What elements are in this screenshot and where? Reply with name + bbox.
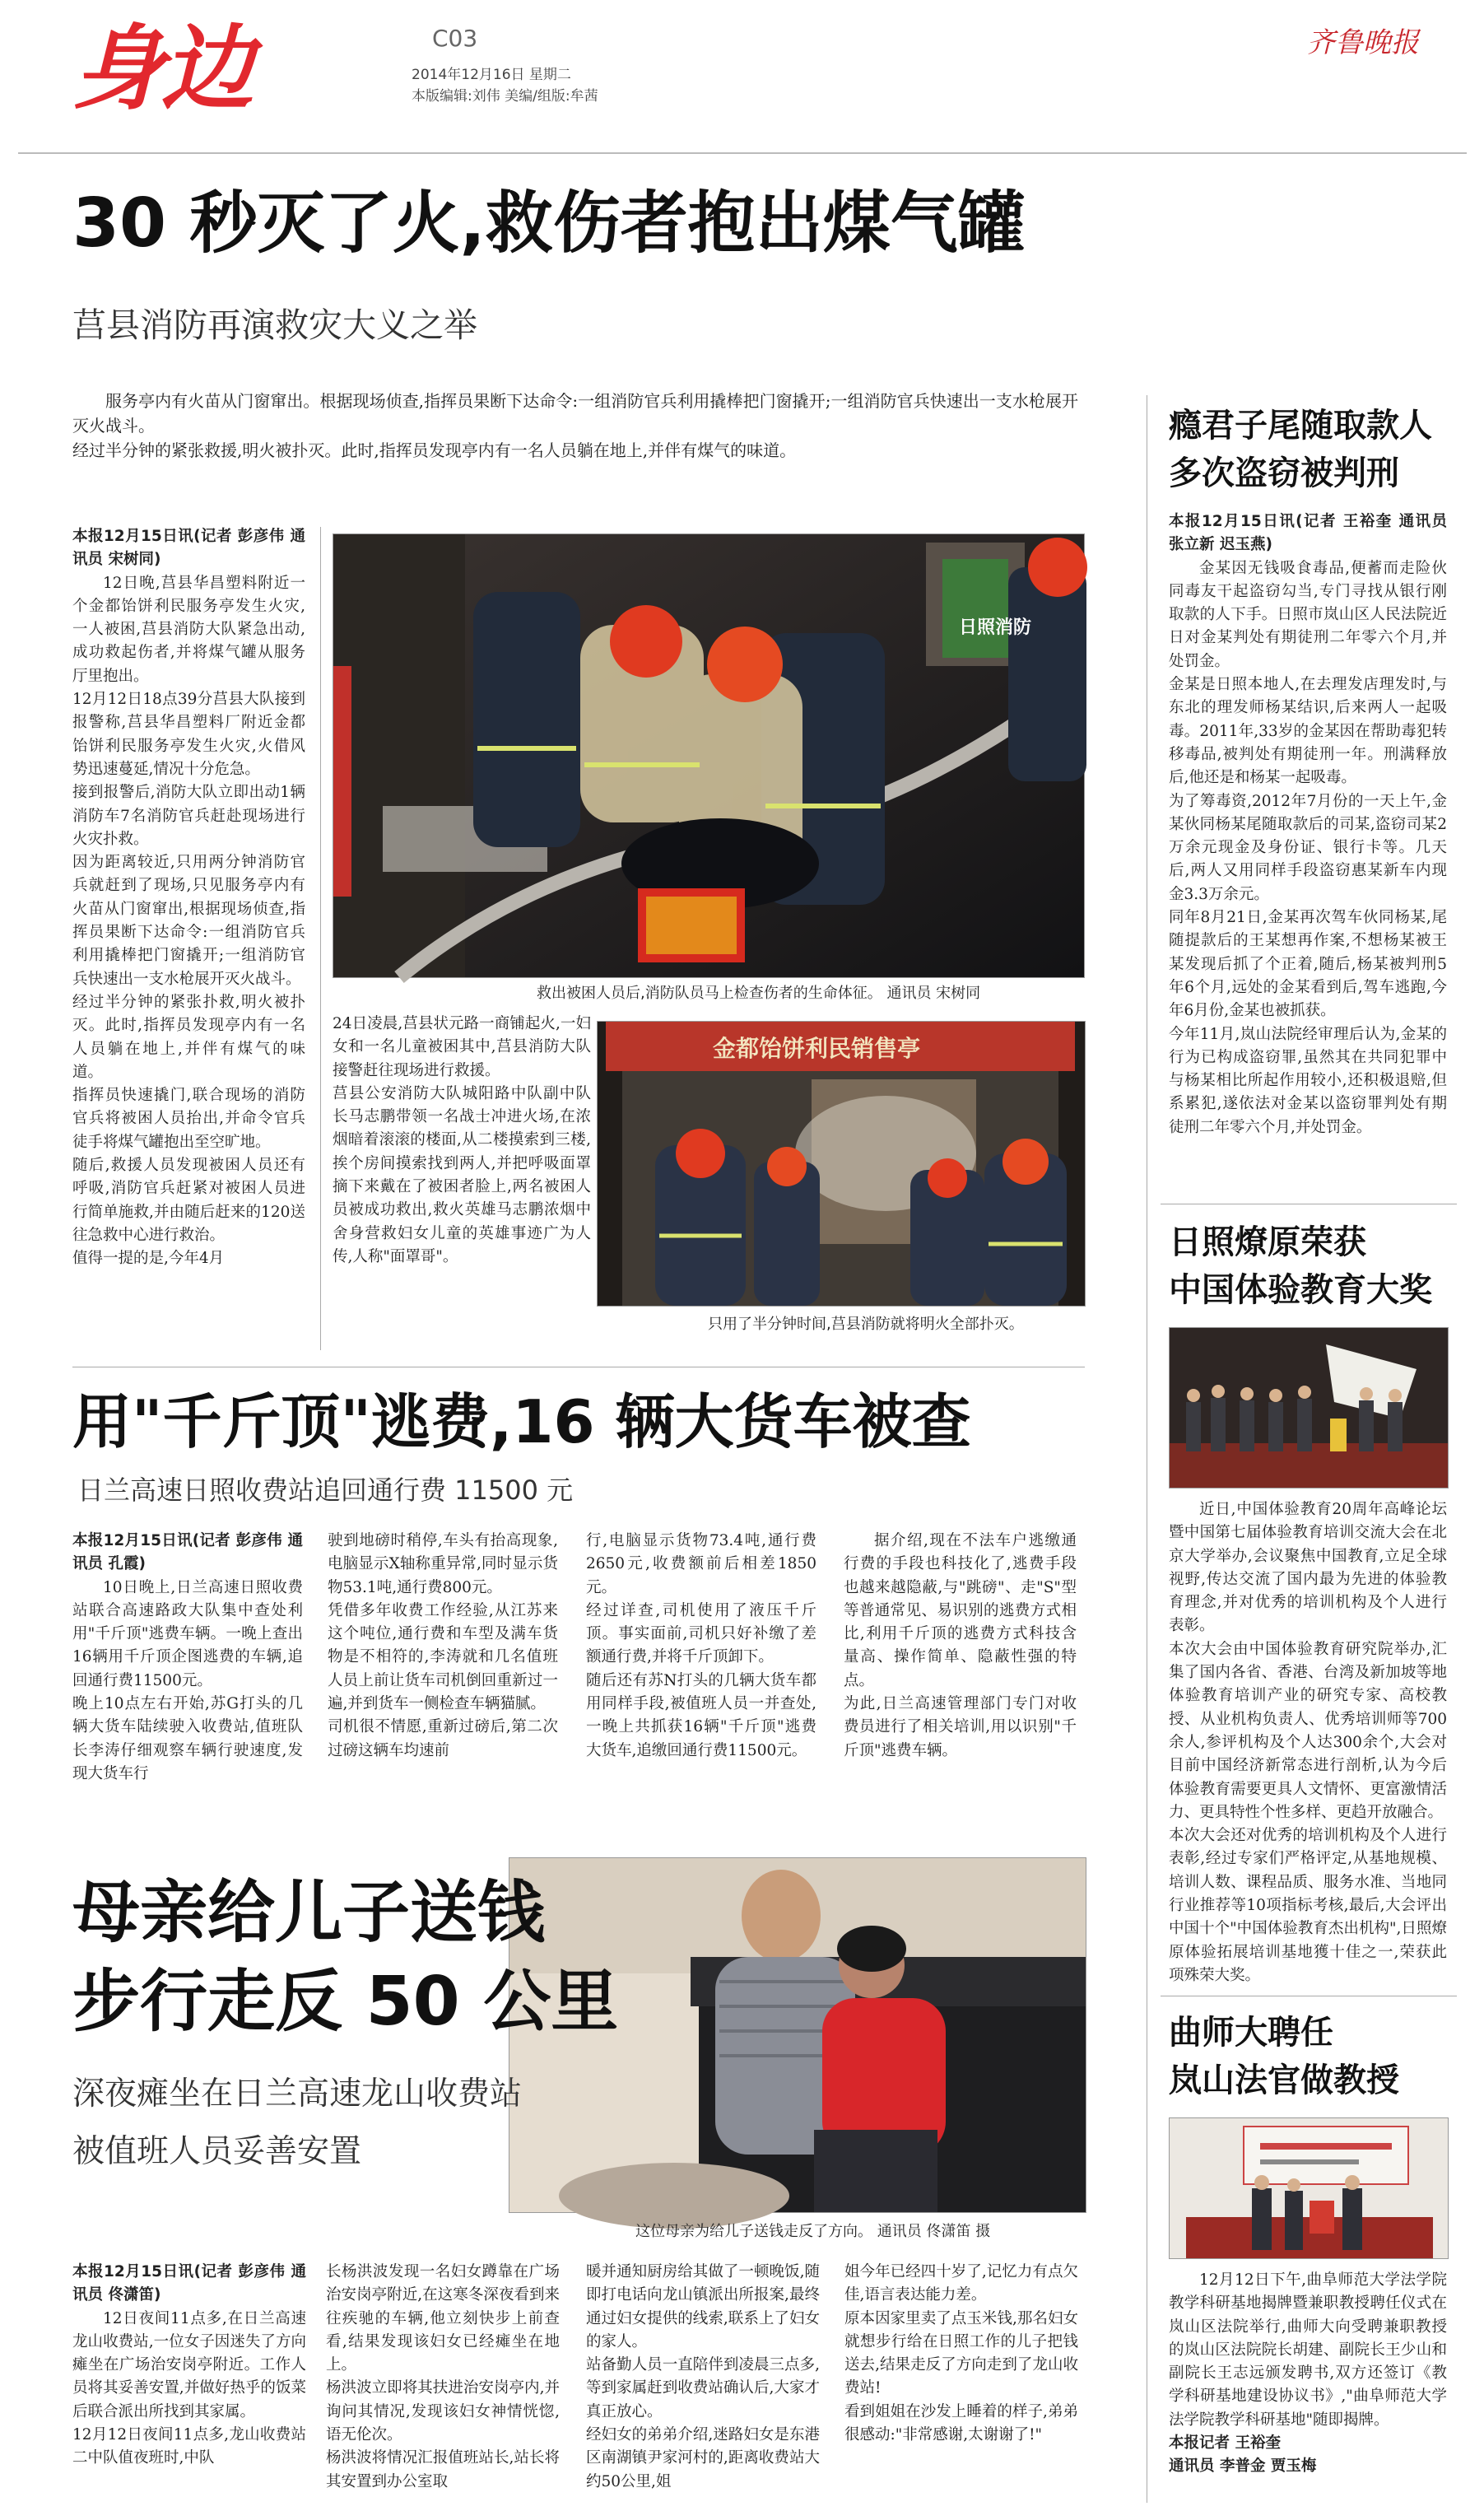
story3-column-1-text: 12日夜间11点多,在日兰高速龙山收费站,一位女子因迷失了方向瘫坐在广场治安岗亭附近。工作人员将其妥善安置,并做好热乎的饭菜后联合派出所找到其家属。 12月12日夜间11点多,龙山收费站二中队值夜班时,中队 xyxy=(72,2309,306,2467)
story2-column-2 xyxy=(328,1530,558,1822)
story2-column-4-text: 据介绍,现在不法车户逃缴通行费的手段也科技化了,逃费手段也越来越隐蔽,与"跳磅"、走"S"型等普通常见、易识别的逃费方式相比,利用千斤顶的逃费方式科技含量高、操作简单、隐蔽性强的特点。 为此,日兰高速管理部门专门对收费员进行了相关培训,用以识别"千斤顶"逃费车辆。 xyxy=(844,1532,1077,1759)
sidebar1-title-line1: 瘾君子尾随取款人 xyxy=(1169,407,1432,445)
story1-photo-fire-out xyxy=(597,1021,1086,1307)
sidebar1-article xyxy=(1169,510,1453,1194)
story1-photo-rescue xyxy=(333,533,1085,978)
story2-column-2-text: 驶到地磅时稍停,车头有抬高现象,电脑显示X轴称重异常,同时显示货物53.1吨,通行费800元。 凭借多年收费工作经验,从江苏来这个吨位,通行费和车型及满车货物是不相符的,李涛就和几名值班人员上前让货车司机倒回重新过一遍,并到货车一侧检查车辆猫腻。 司机很不情愿,重新过磅后,第二次过磅这辆车均速前 xyxy=(328,1532,558,1759)
story2-column-3-text: 行,电脑显示货物73.4吨,通行费2650元,收费额前后相差1850元。 经过详查,司机使用了液压千斤顶。事实面前,司机只好补缴了差额通行费,并将千斤顶卸下。 随后还有苏N打头的几辆大货车都用同样手段,被值班人员一并查处,一晚上共抓获16辆"千斤顶"逃费大货车,追缴回通行费11500元。 xyxy=(586,1532,816,1759)
sidebar2-title-line2: 中国体验教育大奖 xyxy=(1169,1271,1432,1309)
story2-column-4 xyxy=(844,1530,1077,1822)
sidebar1-text: 金某因无钱吸食毒品,便蓄而走险伙同毒友干起盗窃勾当,专门寻找从银行刚取款的人下手。日照市岚山区人民法院近日对金某判处有期徒刑二年零六个月,并处罚金。 金某是日照本地人,在去理发店理发时,与东北的理发师杨某结识,后来两人一起吸毒。2011年,33岁的金某因在帮助毒犯转移毒品,被判处有期徒刑一年。刑满释放后,他还是和杨某一起吸毒。 为了筹毒资,2012年7月份的一天上午,金某伙同杨某尾随取款后的司某,盗窃司某2万余元现金及身份证、银行卡等。几天后,两人又用同样手段盗窃惠某新车内现金3.3万余元。 同年8月21日,金某再次驾车伙同杨某,尾随提款后的王某想再作案,不想杨某被王某发现后抓了个正着,随后,杨某被判刑5年6个月,远处的金某看到后,驾车逃跑,今年6月份,金某也被抓获。 今年11月,岚山法院经审理后认为,金某的行为已构成盗窃罪,虽然其在共同犯罪中与杨某相比所起作用较小,还积极退赔,但系累犯,遂依法对金某以盗窃罪判处有期徒刑二年零六个月,并处罚金。 xyxy=(1169,559,1447,1136)
story2-subheadline: 日兰高速日照收费站追回通行费 11500 元 xyxy=(77,1474,574,1506)
ceremony-photo-illustration xyxy=(1170,2118,1448,2258)
page-number: C03 xyxy=(432,25,478,52)
story3-subheadline-2: 被值班人员妥善安置 xyxy=(72,2133,362,2170)
story3-column-1 xyxy=(72,2261,306,2499)
sidebar3-title-line1: 曲师大聘任 xyxy=(1169,2014,1333,2052)
story1-photo1-caption: 救出被困人员后,消防队员马上检查伤者的生命体征。 通讯员 宋树同 xyxy=(537,985,981,1002)
story3-column-4 xyxy=(844,2261,1078,2499)
story2-byline: 本报12月15日讯(记者 彭彦伟 通讯员 孔霞) xyxy=(72,1532,303,1573)
issue-info xyxy=(412,64,598,107)
rescue-photo-illustration xyxy=(333,534,1084,977)
story3-column-2 xyxy=(326,2261,560,2499)
sidebar3-byline: 本报记者 王裕奎 通讯员 李普金 贾玉梅 xyxy=(1169,2434,1317,2476)
story1-headline: 30 秒灭了火,救伤者抱出煤气罐 xyxy=(72,184,1026,263)
story1-lead-text: 服务亭内有火苗从门窗窜出。根据现场侦查,指挥员果断下达命令:一组消防官兵利用撬棒把门窗撬开;一组消防官兵快速出一支水枪展开灭火战斗。 经过半分钟的紧张救援,明火被扑灭。此时,指挥员发现亭内有一名人员躺在地上,并伴有煤气的味道。 xyxy=(72,391,1078,460)
story3-photo-caption: 这位母亲为给儿子送钱走反了方向。 通讯员 佟潇笛 摄 xyxy=(635,2223,991,2240)
story3-byline: 本报12月15日讯(记者 彭彦伟 通讯员 佟潇笛) xyxy=(72,2263,306,2304)
sidebar2-title-line1: 日照燎原荣获 xyxy=(1169,1223,1366,1261)
award-photo-illustration xyxy=(1170,1328,1448,1488)
sidebar3-text: 12月12日下午,曲阜师范大学法学院教学科研基地揭牌暨兼职教授聘任仪式在岚山区法院举行,曲师大向受聘兼职教授的岚山区法院院长胡建、副院长王少山和副院长王志远颁发聘书,双方还签订《教学科研基地建设协议书》,"曲阜师范大学法学院教学科研基地"随即揭牌。 xyxy=(1169,2271,1447,2429)
fire-photo-illustration xyxy=(598,1022,1085,1306)
story3-headline-line2: 步行走反 50 公里 xyxy=(72,1963,619,2041)
column-rule xyxy=(320,527,321,1350)
story2-headline: 用"千斤顶"逃费,16 辆大货车被查 xyxy=(72,1387,971,1456)
sidebar3-article xyxy=(1169,2269,1447,2481)
story2-column-1-text: 10日晚上,日兰高速日照收费站联合高速路政大队集中查处利用"千斤顶"逃费车辆。一晚上查出16辆用千斤顶企图逃费的车辆,追回通行费11500元。 晚上10点左右开始,苏G打头的几辆大货车陆续驶入收费站,值班队长李涛仔细观察车辆行驶速度,发现大货车行 xyxy=(72,1578,303,1782)
photo-sign-text: 金都饴饼利民销售亭 xyxy=(713,1035,921,1062)
story1-column-2 xyxy=(333,1013,591,1354)
story1-photo2-caption: 只用了半分钟时间,莒县消防就将明火全部扑灭。 xyxy=(708,1316,1024,1333)
sidebar1-byline: 本报12月15日讯(记者 王裕奎 通讯员 张立新 迟玉燕) xyxy=(1169,513,1453,554)
story3-headline-line1: 母亲给儿子送钱 xyxy=(72,1874,546,1952)
newspaper-logo: 齐鲁晚报 xyxy=(1307,26,1419,59)
sidebar2-photo xyxy=(1169,1327,1449,1488)
sidebar2-text: 近日,中国体验教育20周年高峰论坛暨中国第七届体验教育培训交流大会在北京大学举办,会议聚焦中国教育,立足全球视野,传达交流了国内最为先进的体验教育理念,并对优秀的培训机构及个人进行表彰。 本次大会由中国体验教育研究院举办,汇集了国内各省、香港、台湾及新加坡等地体验教育培训产业的研究专家、高校教授、从业机构负责人、优秀培训师等700余人,参评机构及个人达300余个,大会对目前中国经济新常态进行剖析,认为今后体验教育需要更具人文情怀、更富激情活力、更具特性个性多样、更趋开放融合。 本次大会还对优秀的培训机构及个人进行表彰,经过专家们严格评定,从基地规模、培训人数、课程品质、服务水准、当地同行业推荐等10项指标考核,最后,大会评出中国十个"中国体验教育杰出机构",日照燎原体验拓展培训基地獲十佳之一,荣获此项殊荣大奖。 xyxy=(1169,1501,1447,1984)
story3-column-3 xyxy=(586,2261,820,2499)
story1-column-2-text: 24日凌晨,莒县状元路一商铺起火,一妇女和一名儿童被困其中,莒县消防大队接警赶往现场进行救援。 莒县公安消防大队城阳路中队副中队长马志鹏带领一名战士冲进火场,在浓烟暗着滚滚的楼面,从二楼摸索到三楼,挨个房间摸索找到两人,并把呼吸面罩摘下来戴在了被困者脸上,两名被困人员被成功救出,救火英雄马志鹏浓烟中舍身营救妇女儿童的英雄事迹广为人传,人称"面罩哥"。 xyxy=(333,1015,591,1265)
sidebar3-title-line2: 岚山法官做教授 xyxy=(1169,2061,1399,2099)
story1-column-1-text: 12日晚,莒县华昌塑料附近一个金都饴饼利民服务亭发生火灾,一人被困,莒县消防大队紧急出动,成功救起伤者,并将煤气罐从服务厅里抱出。 12月12日18点39分莒县大队接到报警称,莒县华昌塑料厂附近金都饴饼利民服务亭发生火灾,火借风势迅速蔓延,情况十分危急。 接到报警后,消防大队立即出动1辆消防车7名消防官兵赶赴现场进行火灾扑救。 因为距离较近,只用两分钟消防官兵就赶到了现场,只见服务亭内有火苗从门窗窜出,根据现场侦查,指挥员果断下达命令:一组消防官兵利用撬棒把门窗撬开;一组消防官兵快速出一支水枪展开灭火战斗。 经过半分钟的紧张扑救,明火被扑灭。此时,指挥员发现亭内有一名人员躺在地上,并伴有煤气的味道。 指挥员快速撬门,联合现场的消防官兵将被困人员抬出,并命令官兵徒手将煤气罐抱出至空旷地。 随后,救援人员发现被困人员还有呼吸,消防官兵赶紧对被困人员进行简单施救,并由随后赶来的120送往急救中心进行救治。 值得一提的是,今年4月 xyxy=(72,574,305,1268)
story3-column-2-text: 长杨洪波发现一名妇女蹲靠在广场治安岗亭附近,在这寒冬深夜看到来往疾驰的车辆,他立刻快步上前查看,结果发现该妇女已经瘫坐在地上。 杨洪波立即将其扶进治安岗亭内,并询问其情况,发现该妇女神情恍惚,语无伦次。 杨洪波将情况汇报值班站长,站长将其安置到办公室取 xyxy=(326,2263,560,2490)
story3-subheadline-1: 深夜瘫坐在日兰高速龙山收费站 xyxy=(72,2075,523,2113)
story1-column-1 xyxy=(72,525,305,1357)
story2-column-1 xyxy=(72,1530,303,1822)
photo-sign-text: 日照消防 xyxy=(959,617,1032,638)
story1-lead xyxy=(72,389,1078,509)
issue-date: 2014年12月16日 星期二 xyxy=(412,67,571,83)
story2-column-3 xyxy=(586,1530,816,1822)
story1-byline: 本报12月15日讯(记者 彭彦伟 通讯员 宋树同) xyxy=(72,528,305,569)
sidebar2-article xyxy=(1169,1498,1447,2025)
sidebar1-title-line2: 多次盗窃被判刑 xyxy=(1169,454,1399,492)
masthead-divider xyxy=(18,152,1467,154)
story1-subheadline: 莒县消防再演救灾大义之举 xyxy=(72,305,477,345)
sidebar3-photo xyxy=(1169,2117,1449,2259)
story3-column-4-text: 姐今年已经四十岁了,记忆力有点欠佳,语言表达能力差。 原本因家里卖了点玉米钱,那名妇女就想步行给在日照工作的儿子把钱送去,结果走反了方向走到了龙山收费站! 看到姐姐在沙发上睡着的样子,弟弟很感动:"非常感谢,太谢谢了!" xyxy=(844,2263,1078,2444)
editor-credits: 本版编辑:刘伟 美编/组版:牟茜 xyxy=(412,88,598,105)
section-logo: 身边 xyxy=(72,16,250,123)
story3-column-3-text: 暖并通知厨房给其做了一顿晚饭,随即打电话向龙山镇派出所报案,最终通过妇女提供的线索,联系上了妇女的家人。 站备勤人员一直陪伴到凌晨三点多,等到家属赶到收费站确认后,大家才真正放心。 经妇女的弟弟介绍,迷路妇女是东港区南湖镇尹家河村的,距离收费站大约50公里,姐 xyxy=(586,2263,820,2490)
